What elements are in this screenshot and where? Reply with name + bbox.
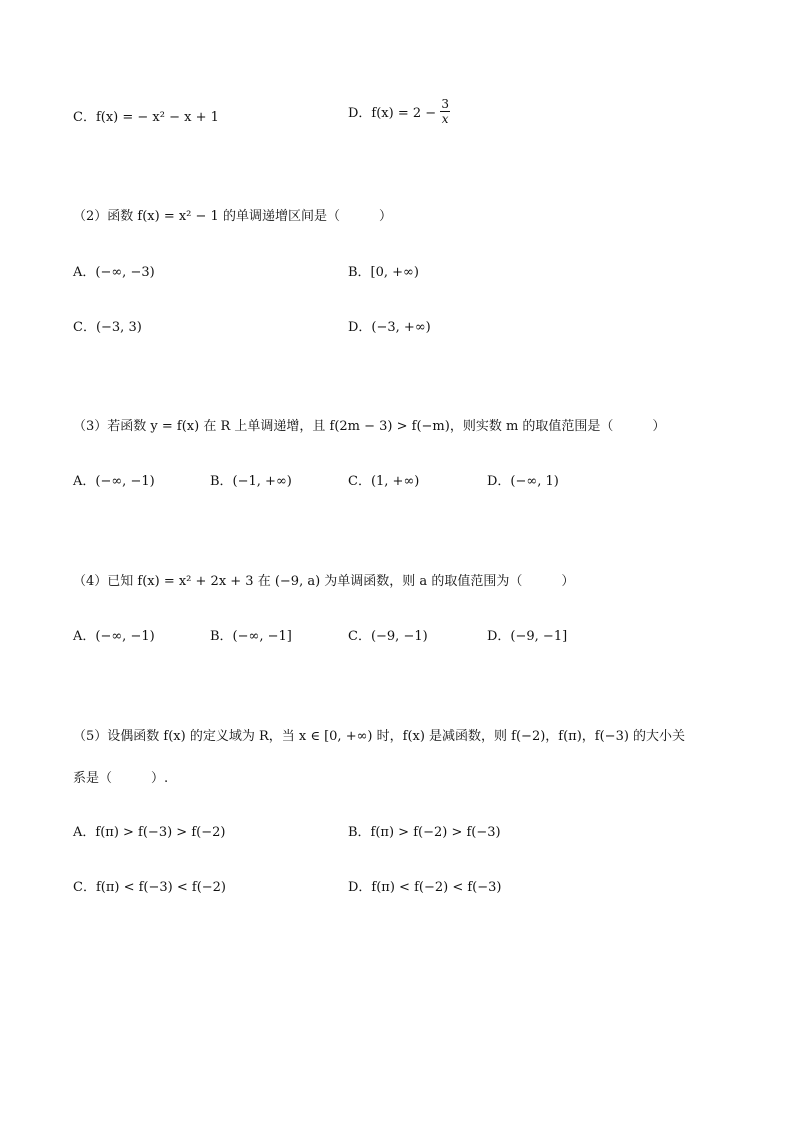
q3-stem: （3）若函数 y = f(x) 在 R 上单调递增，且 f(2m − 3) > f(−m)，则实数 m 的取值范围是（ ）	[73, 419, 666, 434]
q4-option-a: A．(−∞, −1)	[73, 629, 155, 644]
q4-option-b: B．(−∞, −1]	[210, 629, 292, 644]
q3-option-b: B．(−1, +∞)	[210, 474, 292, 489]
q4-option-c: C．(−9, −1)	[348, 629, 428, 644]
q2-option-c: C．(−3, 3)	[73, 320, 142, 335]
q2-option-b: B．[0, +∞)	[348, 265, 419, 280]
q5-option-c: C．f(π) < f(−3) < f(−2)	[73, 880, 226, 895]
q5-stem-line2: 系是（ ）.	[73, 771, 169, 786]
fraction-denominator: x	[441, 112, 449, 126]
q1-option-d-prefix: D．f(x) = 2 −	[348, 106, 437, 121]
q5-option-d: D．f(π) < f(−2) < f(−3)	[348, 880, 502, 895]
q2-option-a: A．(−∞, −3)	[73, 265, 155, 280]
q5-option-a: A．f(π) > f(−3) > f(−2)	[73, 825, 226, 840]
q1-option-c: C．f(x) = − x² − x + 1	[73, 110, 219, 125]
q4-stem: （4）已知 f(x) = x² + 2x + 3 在 (−9, a) 为单调函数，则 a 的取值范围为（ ）	[73, 574, 575, 589]
q4-option-d: D．(−9, −1]	[487, 629, 568, 644]
q1-option-d	[348, 98, 450, 125]
q3-option-a: A．(−∞, −1)	[73, 474, 155, 489]
q2-stem: （2）函数 f(x) = x² − 1 的单调递增区间是（ ）	[73, 209, 392, 224]
q5-stem-line1: （5）设偶函数 f(x) 的定义域为 R，当 x ∈ [0, +∞) 时，f(x) 是减函数，则 f(−2)，f(π)，f(−3) 的大小关	[73, 729, 686, 744]
q1-option-d-fraction	[440, 98, 450, 125]
q5-option-b: B．f(π) > f(−2) > f(−3)	[348, 825, 501, 840]
fraction-numerator: 3	[441, 97, 449, 111]
q2-option-d: D．(−3, +∞)	[348, 320, 431, 335]
q3-option-d: D．(−∞, 1)	[487, 474, 559, 489]
q3-option-c: C．(1, +∞)	[348, 474, 420, 489]
